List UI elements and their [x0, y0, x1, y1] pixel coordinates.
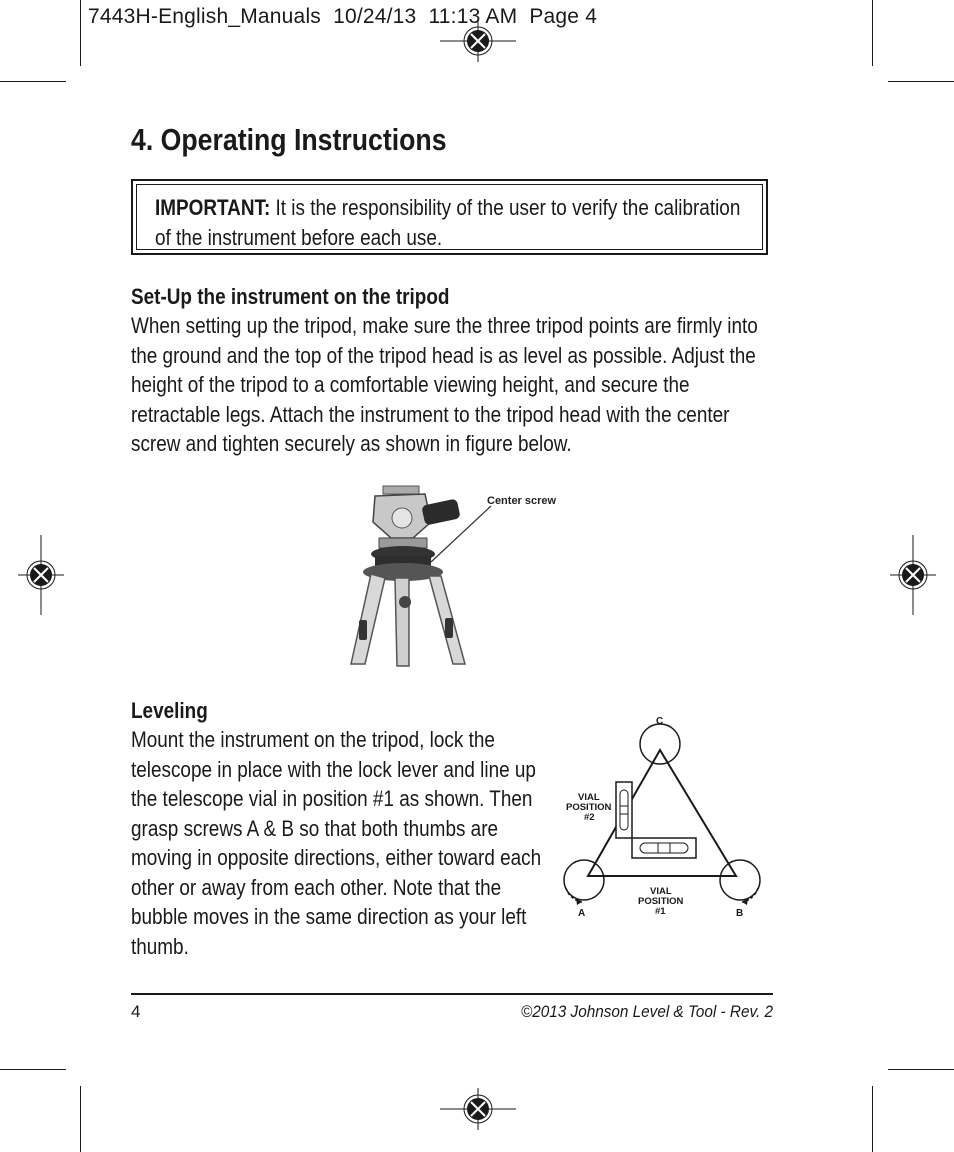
vial-1-label-line2: POSITION — [638, 896, 684, 907]
slug-line: 7443H-English_Manuals 10/24/13 11:13 AM Page 4 — [88, 5, 598, 28]
leveling-diagram — [560, 710, 776, 922]
center-screw-label: Center screw — [487, 495, 557, 507]
vial-2-label-line3: #2 — [584, 812, 595, 823]
vial-position-1-icon — [632, 838, 696, 858]
page-number: 4 — [131, 1002, 141, 1021]
section-title: 4. Operating Instructions — [131, 122, 447, 157]
important-notice — [131, 179, 768, 255]
registration-mark-right-icon — [890, 535, 936, 615]
screw-c-circle — [640, 724, 680, 764]
vial-1-label-line1: VIAL — [650, 886, 672, 897]
label-b: B — [736, 908, 744, 919]
crop-mark-bottom-right-h — [888, 1069, 954, 1070]
crop-mark-top-left-v — [80, 0, 81, 66]
crop-mark-bottom-right-v — [872, 1086, 873, 1152]
crop-mark-bottom-left-h — [0, 1069, 66, 1070]
leveling-heading: Leveling — [131, 698, 208, 723]
registration-mark-bottom-icon — [438, 1088, 518, 1130]
important-body: It is the responsibility of the user to verify the calibration of the instrument before each use. — [155, 195, 741, 250]
crop-mark-top-right-h — [888, 81, 954, 82]
registration-mark-left-icon — [18, 535, 64, 615]
label-a: A — [578, 908, 586, 919]
vial-2-label-line2: POSITION — [566, 802, 612, 813]
screw-b-circle — [720, 860, 760, 900]
vial-1-label-line3: #1 — [655, 906, 666, 917]
leveling-body: Mount the instrument on the tripod, lock the telescope in place with the lock lever and line up the telescope vial in position #1 as shown. Then grasp screws A & B so that both thumbs are moving in opposite directions, either toward each other or away from each other. Note that the bubble moves in the same direction as your left thumb. — [131, 727, 542, 959]
registration-mark-top-icon — [438, 20, 518, 62]
screw-a-circle — [564, 860, 604, 900]
important-label: IMPORTANT: — [155, 195, 271, 220]
copyright-text: ©2013 Johnson Level & Tool - Rev. 2 — [521, 1002, 773, 1021]
crop-mark-top-right-v — [872, 0, 873, 66]
crop-mark-bottom-left-v — [80, 1086, 81, 1152]
important-notice-text — [155, 193, 748, 253]
setup-body: When setting up the tripod, make sure the three tripod points are firmly into the ground and the top of the tripod head is as level as possible. Adjust the height of the tripod to a comfortable viewing height, and secure the retractable legs. Attach the instrument to the tripod head with the center screw and tighten securely as shown in figure below. — [131, 313, 758, 456]
vial-2-label-line1: VIAL — [578, 792, 600, 803]
setup-heading: Set-Up the instrument on the tripod — [131, 284, 450, 309]
tripod-figure — [345, 478, 570, 670]
crop-mark-top-left-h — [0, 81, 66, 82]
label-c: C — [656, 716, 664, 727]
footer-rule — [131, 993, 773, 995]
